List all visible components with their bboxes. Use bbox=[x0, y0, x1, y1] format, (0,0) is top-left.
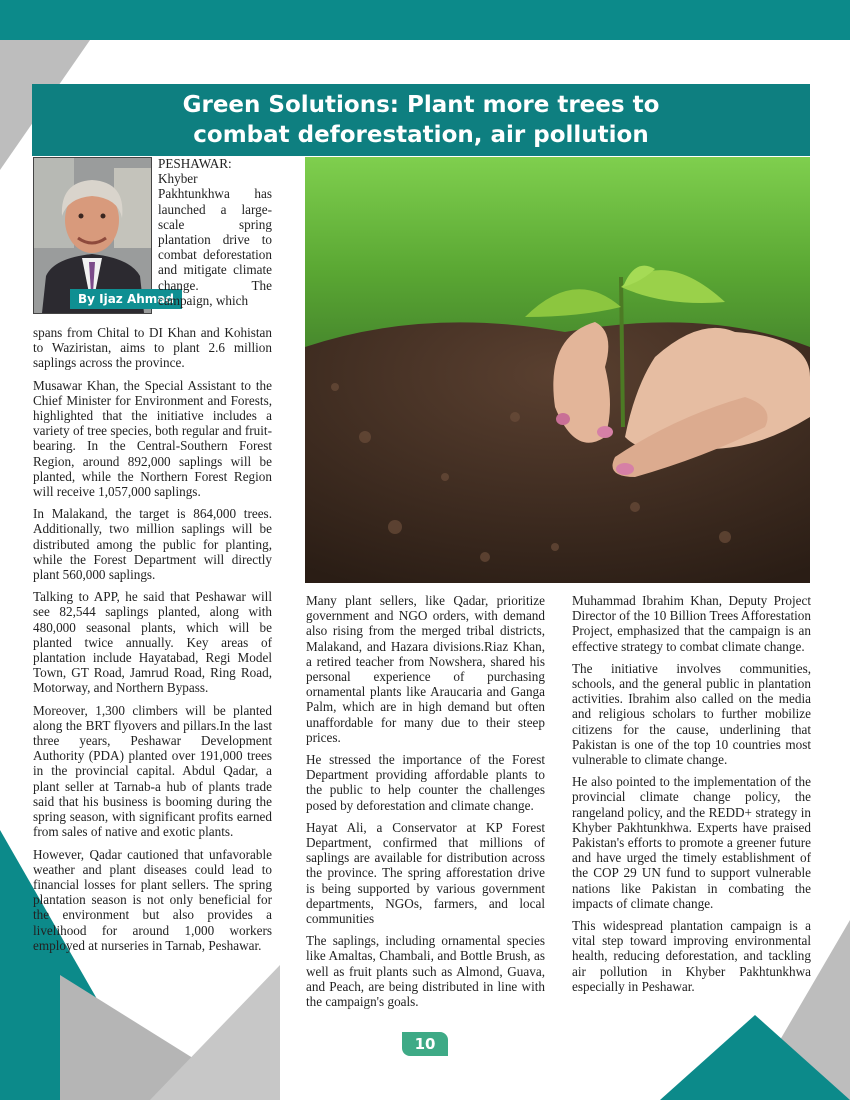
paragraph: The initiative involves communities, schools, and the general public in plantation activities. Ibrahim also called on the media and religious scholars to further mobilize citizens for the cause, underlining that Pakistan is one of the top 10 countries most vulnerable to climate change. bbox=[572, 660, 811, 768]
paragraph: However, Qadar cautioned that unfavorable weather and plant diseases could lead to financial losses for plant sellers. The spring plantation season is not only beneficial for the environment but also provides a livelihood for around 1,000 workers employed at nurseries in Tarnab, Peshawar. bbox=[33, 846, 272, 953]
article-column-middle bbox=[306, 593, 545, 1016]
paragraph: He also pointed to the implementation of the provincial climate change policy, the rangeland policy, and the REDD+ strategy in Khyber Pakhtunkhwa. Experts have praised Pakistan's efforts to promote a greener future and have urged the timely establishment of the COP 29 UN fund to support vulnerable nations like Pakistan in combating the impacts of climate change. bbox=[572, 774, 811, 911]
title-line-2: combat deforestation, air pollution bbox=[193, 122, 649, 148]
seedling-illustration bbox=[305, 157, 810, 583]
author-byline: By Ijaz Ahmad bbox=[70, 289, 182, 309]
article-column-left bbox=[33, 325, 272, 960]
article-intro bbox=[158, 156, 272, 315]
paragraph: Talking to APP, he said that Peshawar will see 82,544 saplings planted, along with 480,000 seasonal plants, which will be planted twice annually. Key areas of plantation include Hayatabad, Regi Model Town, GT Road, Jamrud Road, Ring Road, Motorway, and Northern Bypass. bbox=[33, 589, 272, 696]
page-number: 10 bbox=[402, 1032, 448, 1056]
paragraph: The saplings, including ornamental species like Amaltas, Chambali, and Bottle Brush, as well as fruit plants such as Almond, Guava, and Peach, are being distributed in line with the campaign's goals. bbox=[306, 933, 545, 1010]
paragraph: Musawar Khan, the Special Assistant to the Chief Minister for Environment and Forests, highlighted that the initiative includes a variety of tree species, both regular and fruit-bearing. In the Central-Southern Forest Region, around 892,000 saplings will be planted, while the Northern Forest Region will receive 1,057,000 saplings. bbox=[33, 377, 272, 500]
top-teal-band bbox=[0, 0, 850, 40]
paragraph: Moreover, 1,300 climbers will be planted along the BRT flyovers and pillars.In the last three years, Peshawar Development Authority (PDA) planted over 191,000 trees in the provincial capital. Abdul Qadar, a plant seller at Tarnab-a hub of plants trade said that his business is booming during the spring season, with significant profits earned from sales of native and exotic plants. bbox=[33, 702, 272, 840]
article-column-right bbox=[572, 593, 811, 1001]
title-line-1: Green Solutions: Plant more trees to bbox=[182, 92, 660, 118]
paragraph: In Malakand, the target is 864,000 trees. Additionally, two million saplings will be distributed among the public for planting, while the Forest Department will directly plant 560,000 saplings. bbox=[33, 506, 272, 583]
paragraph: Hayat Ali, a Conservator at KP Forest Department, confirmed that millions of saplings are available for distribution across the province. The spring afforestation drive is being supported by various government departments, NGOs, farmers, and local communities bbox=[306, 819, 545, 927]
paragraph: He stressed the importance of the Forest Department providing affordable plants to the public to help counter the challenges posed by deforestation and climate change. bbox=[306, 752, 545, 813]
bottom-center-gray-triangle bbox=[150, 965, 280, 1100]
author-photo bbox=[33, 157, 174, 314]
paragraph: spans from Chital to DI Khan and Kohistan to Waziristan, aims to plant 2.6 million saplings across the province. bbox=[33, 325, 272, 371]
paragraph: Many plant sellers, like Qadar, prioritize government and NGO orders, with demand also rising from the merged tribal districts, Malakand, and Hazara divisions.Riaz Khan, a retired teacher from Nowshera, shared his personal experience of purchasing ornamental plants like Araucaria and Ganga Palm, which are in high demand but often unaffordable for many due to their steep prices. bbox=[306, 593, 545, 745]
bottom-left-gray-triangle bbox=[60, 975, 260, 1100]
article-title bbox=[32, 84, 810, 156]
paragraph: This widespread plantation campaign is a vital step toward improving environmental health, reducing deforestation, and tackling air pollution in Khyber Pakhtunkhwa especially in Peshawar. bbox=[572, 918, 811, 994]
seedling-hands-photo bbox=[305, 157, 810, 583]
paragraph: Muhammad Ibrahim Khan, Deputy Project Director of the 10 Billion Trees Afforestation Project, emphasized that the campaign is an effective strategy to combat climate change. bbox=[572, 593, 811, 654]
bottom-right-teal-triangle bbox=[660, 1015, 850, 1100]
intro-paragraph: PESHAWAR: Khyber Pakhtunkhwa has launched a large-scale spring plantation drive to combat deforestation and mitigate climate change. The campaign, which bbox=[158, 156, 272, 308]
